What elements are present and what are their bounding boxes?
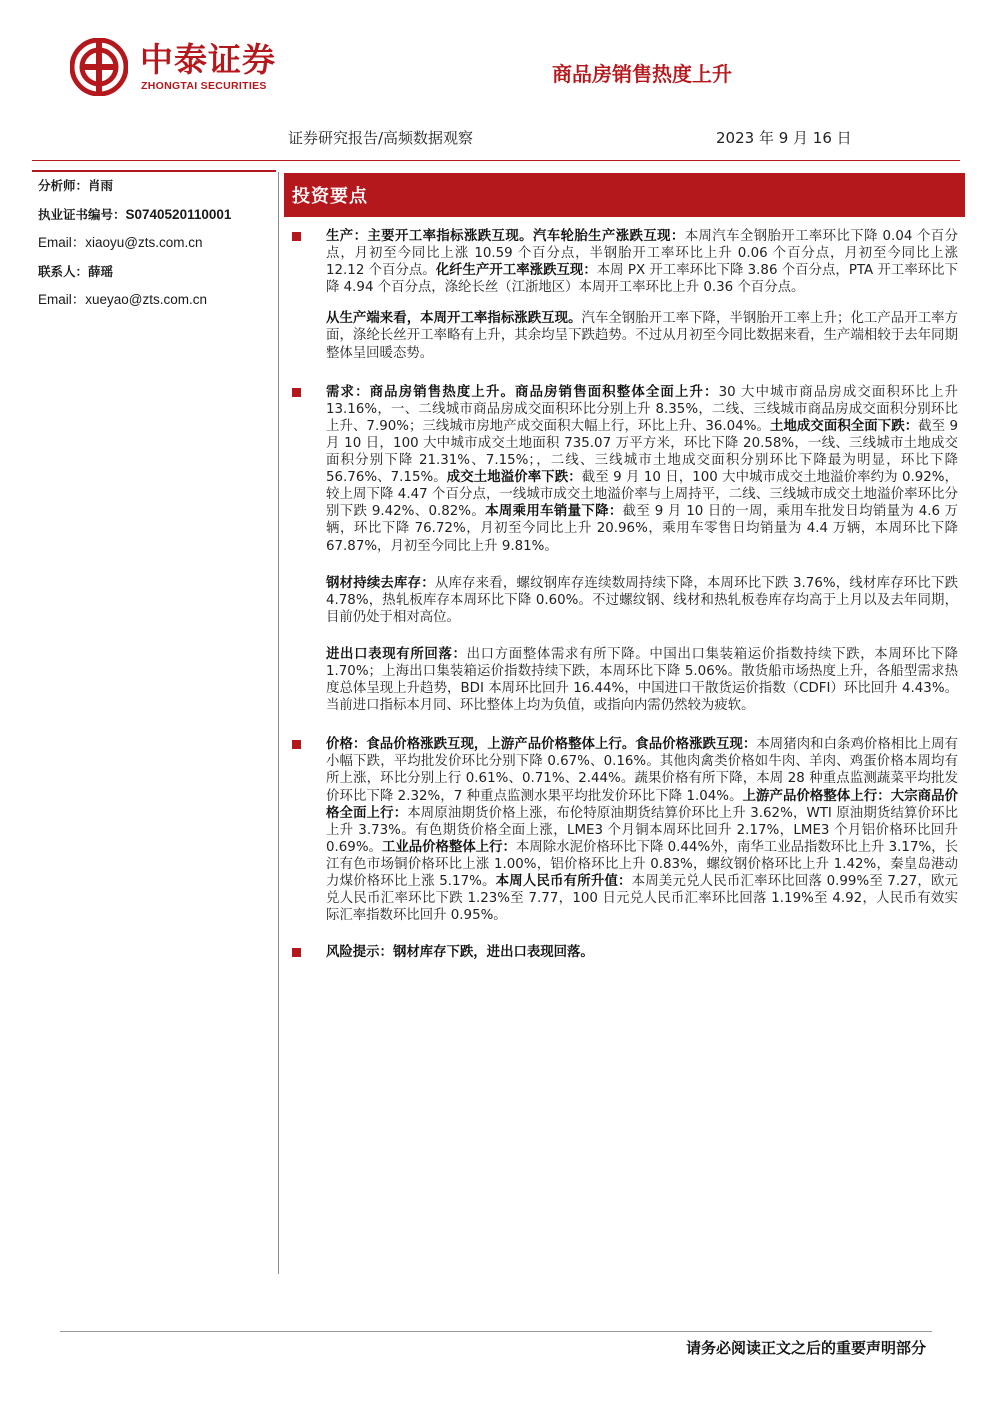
license-number: S0740520110001 bbox=[125, 206, 232, 222]
rmb-text: 本周美元兑人民币汇率环比回落 0.99%至 7.27，欧元兑人民币汇率环比下跌 1.23%至 7.77，100 日元兑人民币汇率环比回落 1.19%至 4.92，人民币有效实际汇率指数环比回升 0.95%。 bbox=[326, 874, 959, 924]
analyst-email-row bbox=[38, 233, 270, 262]
steel-heading: 钢材持续去库存： bbox=[326, 575, 435, 591]
contact-panel bbox=[38, 176, 270, 319]
production-heading: 生产：主要开工率指标涨跌互现。汽车轮胎生产涨跌互现： bbox=[326, 229, 685, 244]
trade-paragraph bbox=[290, 646, 958, 714]
analyst-row bbox=[38, 176, 270, 205]
industrial-heading: 工业品价格整体上行： bbox=[381, 839, 516, 855]
contact-email-label: Email： bbox=[38, 292, 86, 307]
price-paragraph bbox=[290, 736, 958, 924]
bullet-square-icon bbox=[292, 232, 301, 241]
commodity-text: 本周原油期货价格上涨，布伦特原油期货结算价环比上升 3.62%，WTI 原油期货结算价环比上升 3.73%。有色期货价格全面上涨，LME3 个月铜本周环比回升 2.17%，LME3 个月铝价格环比回升 0.69%。 bbox=[326, 805, 959, 855]
logo-name-cn: 中泰证券 bbox=[140, 40, 276, 79]
land-premium-text: 截至 9 月 10 日，100 大中城市成交土地溢价率约为 0.92%，较上周下降 4.47 个百分点，一线城市成交土地溢价率与上周持平，二线、三线城市成交土地溢价率环比分别下跌 9.42%、0.82%。 bbox=[326, 470, 958, 520]
contact-label: 联系人： bbox=[38, 263, 89, 279]
contact-row bbox=[38, 262, 270, 291]
production-summary-heading: 从生产端来看，本周开工率指标涨跌互现。 bbox=[326, 311, 582, 327]
car-sales-heading: 本周乘用车销量下降： bbox=[485, 504, 623, 520]
car-sales-text: 截至 9 月 10 日的一周，乘用车批发日均销量为 4.6 万辆，环比下降 76.72%，月初至今同比上升 20.96%，乘用车零售日均销量为 4.4 万辆，本周环比下降 67.87%，月初至今同比上升 9.81%。 bbox=[326, 504, 958, 554]
key-points-content bbox=[290, 228, 958, 961]
risk-heading: 风险提示：钢材库存下跌，进出口表现回落。 bbox=[326, 945, 594, 961]
trade-text: 出口方面整体需求有所下降。中国出口集装箱运价指数持续下跌，本周环比下降 1.70%；上海出口集装箱运价指数持续下跌，本周环比下降 5.06%。散货船市场热度上升，各船型需求热度总体呈现上升趋势，BDI 本周环比回升 16.44%，中国进口干散货运价指数（CDFI）环比回升 4.43%。当前进口指标本月同、环比整体上均为负值，或指向内需仍然较为疲软。 bbox=[326, 646, 958, 714]
company-logo bbox=[70, 38, 310, 98]
section-header-title: 投资要点 bbox=[292, 186, 368, 207]
footer-divider bbox=[60, 1331, 932, 1332]
report-date: 2023 年 9 月 16 日 bbox=[716, 129, 852, 147]
license-row bbox=[38, 205, 270, 234]
production-summary-paragraph bbox=[290, 310, 958, 361]
demand-heading: 需求：商品房销售热度上升。商品房销售面积整体全面上升： bbox=[326, 384, 719, 400]
left-column-rule bbox=[32, 170, 276, 172]
risk-paragraph bbox=[290, 944, 958, 961]
rmb-heading: 本周人民币有所升值： bbox=[495, 874, 632, 889]
analyst-email-label: Email： bbox=[38, 235, 86, 250]
production-text: 本周汽车全钢胎开工率环比下降 0.04 个百分点，月初至今同比上涨 10.59 个百分点，半钢胎开工率环比上升 0.06 个百分点，月初至今同比上涨 12.12 个百分点。 bbox=[326, 229, 958, 279]
analyst-name: 肖雨 bbox=[88, 178, 114, 193]
production-summary-text: 汽车全钢胎开工率下降，半钢胎开工率上升；化工产品开工率方面，涤纶长丝开工率略有上升，其余均呈下跌趋势。不过从月初至今同比数据来看，生产端相较于去年同期整体呈回暖态势。 bbox=[326, 311, 959, 361]
section-header-bar bbox=[284, 173, 965, 217]
steel-text: 从库存来看，螺纹钢库存连续数周持续下降，本周环比下跌 3.76%，线材库存环比下跌 4.78%，热轧板库存本周环比下降 0.60%。不过螺纹钢、线材和热轧板卷库存均高于上月以及去年同期，目前仍处于相对高位。 bbox=[326, 575, 959, 625]
upstream-heading: 上游产品价格整体上行：大宗商品价格全面上行： bbox=[326, 788, 958, 821]
zhongtai-logo-icon bbox=[70, 38, 128, 96]
footer-disclaimer: 请务必阅读正文之后的重要声明部分 bbox=[685, 1339, 926, 1357]
production-paragraph bbox=[290, 228, 958, 296]
land-area-heading: 土地成交面积全面下跌： bbox=[769, 418, 919, 434]
column-divider bbox=[278, 172, 279, 1274]
fiber-text: 本周 PX 开工率环比下降 3.86 个百分点，PTA 开工率环比下降 4.94 个百分点，涤纶长丝（江浙地区）本周开工率环比上升 0.36 个百分点。 bbox=[326, 263, 958, 296]
demand-paragraph bbox=[290, 384, 958, 555]
land-area-text: 截至 9 月 10 日，100 大中城市成交土地面积 735.07 万平方米，环比下降 20.58%，一线、三线城市土地成交面积分别下降 21.31%、7.15%；，二线、三线城市土地成交面积分别环比下降最为明显，环比下降 56.76%、7.15%。 bbox=[326, 418, 958, 486]
contact-email-row bbox=[38, 290, 270, 319]
analyst-label: 分析师： bbox=[38, 178, 89, 193]
demand-text: 30 大中城市商品房成交面积环比上升 13.16%，一、二线城市商品房成交面积环比分别上升 8.35%，二线、三线城市商品房成交面积分别环比上升、7.90%；三线城市房地产成交面积大幅上行，环比上升、36.04%。 bbox=[326, 384, 958, 434]
analyst-email-link[interactable]: xiaoyu@zts.com.cn bbox=[85, 235, 203, 250]
bullet-square-icon bbox=[292, 740, 301, 749]
logo-name-en: ZHONGTAI SECURITIES bbox=[141, 80, 267, 92]
license-label: 执业证书编号： bbox=[38, 206, 126, 222]
steel-paragraph bbox=[290, 575, 958, 626]
report-title: 商品房销售热度上升 bbox=[552, 62, 732, 86]
contact-name: 薛瑶 bbox=[88, 263, 114, 279]
industrial-text: 本周除水泥价格环比下降 0.44%外，南华工业品指数环比上升 3.17%，长江有色市场铜价格环比上涨 1.00%，铝价格环比上升 0.83%，螺纹钢价格环比上升 1.42%，秦皇岛港动力煤价格环比上涨 5.17%。 bbox=[326, 839, 959, 889]
bullet-square-icon bbox=[292, 388, 301, 397]
land-premium-heading: 成交土地溢价率下跌： bbox=[446, 470, 582, 486]
price-heading: 价格：食品价格涨跌互现，上游产品价格整体上行。食品价格涨跌互现： bbox=[326, 737, 757, 753]
bullet-square-icon bbox=[292, 948, 301, 957]
trade-heading: 进出口表现有所回落： bbox=[326, 646, 467, 662]
report-category: 证券研究报告/高频数据观察 bbox=[288, 129, 474, 147]
top-divider bbox=[32, 160, 960, 161]
contact-email-link[interactable]: xueyao@zts.com.cn bbox=[85, 292, 208, 307]
food-price-text: 本周猪肉和白条鸡价格相比上周有小幅下跌，平均批发价环比分别下降 0.67%、0.16%。其他肉禽类价格如牛肉、羊肉、鸡蛋价格本周均有所上涨，环比分别上行 0.61%、0.71%、2.44%。蔬果价格有所下降，本周 28 种重点监测蔬菜平均批发价环比下降 2.32%，7 种重点监测水果平均批发价环比下降 1.04%。 bbox=[326, 737, 959, 804]
fiber-heading: 化纤生产开工率涨跌互现： bbox=[435, 263, 597, 279]
